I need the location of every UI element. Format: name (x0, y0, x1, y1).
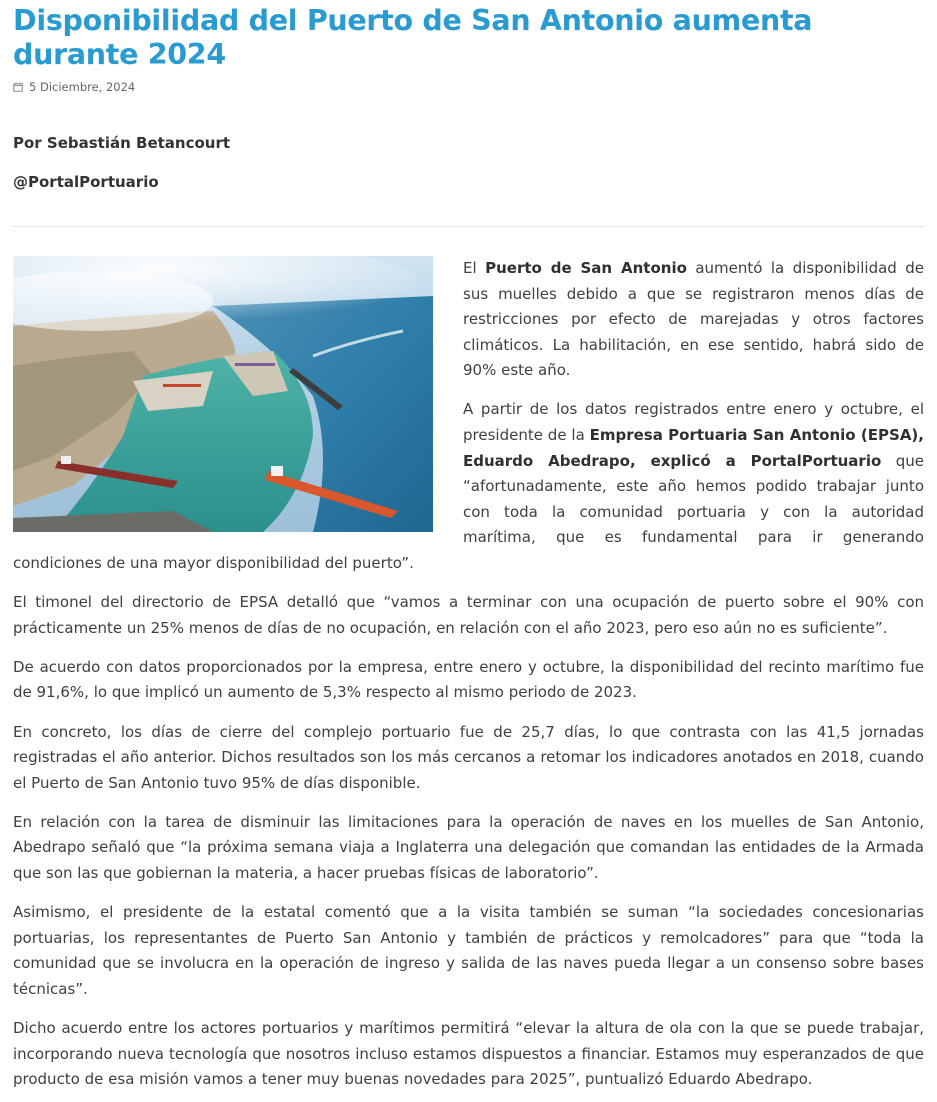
author-handle: @PortalPortuario (13, 173, 159, 191)
calendar-icon (13, 82, 23, 92)
paragraph-7: Asimismo, el presidente de la estatal comentó que a la visita también se suman “la sociedades concesionarias portuarias, los representantes de Puerto San Antonio y también de prácticos y remolcadores” para que “toda la comunidad que se involucra en la operación de ingreso y salida de las naves pueda llegar a un consenso sobre bases técnicas”. (13, 903, 924, 998)
p2-bold: Empresa Portuaria San Antonio (EPSA), Eduardo Abedrapo, explicó a PortalPortuario (463, 426, 924, 470)
p1-text-a: El (463, 259, 486, 277)
p1-text-b: aumentó la disponibilidad de sus muelles debido a que se registraron menos días de restricciones por efecto de marejadas y otros factores climáticos. La habilitación, en ese sentido, habrá sido de 90% este año. (463, 259, 925, 380)
divider (13, 226, 924, 227)
article-title: Disponibilidad del Puerto de San Antonio aumenta durante 2024 (13, 4, 813, 71)
paragraph-6: En relación con la tarea de disminuir las limitaciones para la operación de naves en los muelles de San Antonio, Abedrapo señaló que “la próxima semana viaja a Inglaterra una delegación que comandan las entidades de la Armada que son las que gobiernan la materia, a hacer pruebas físicas de laboratorio”. (13, 812, 924, 882)
paragraph-5: En concreto, los días de cierre del complejo portuario fue de 25,7 días, lo que contrasta con las 41,5 jornadas registradas el año anterior. Dichos resultados son los más cercanos a retomar los indicadores anotados en 2018, cuando el Puerto de San Antonio tuvo 95% de días disponible. (13, 722, 924, 792)
article-body (13, 256, 924, 1093)
article-date: 5 Diciembre, 2024 (29, 80, 136, 94)
p2-text-a: A partir de los datos registrados entre enero y octubre, el presidente de la (463, 400, 924, 445)
paragraph-8: Dicho acuerdo entre los actores portuarios y marítimos permitirá “elevar la altura de ola con la que se puede trabajar, incorporando nueva tecnología que nosotros incluso estamos dispuestos a financiar. Estamos muy esperanzados de que producto de esa misión vamos a tener muy buenas novedades para 2025”, puntualizó Eduardo Abedrapo. (13, 1018, 924, 1089)
paragraph-4: De acuerdo con datos proporcionados por la empresa, entre enero y octubre, la disponibilidad del recinto marítimo fue de 91,6%, lo que implicó un aumento de 5,3% respecto al mismo periodo de 2023. (13, 657, 924, 702)
article-meta (13, 80, 924, 94)
port-aerial-photo (13, 256, 433, 532)
p1-bold: Puerto de San Antonio (485, 259, 687, 277)
author-byline: Por Sebastián Betancourt (13, 134, 231, 152)
p2-text-b: que “afortunadamente, este año hemos podido trabajar junto con toda la comunidad portuaria y con la autoridad marítima, que es fundamental para ir generando condiciones de una mayor disponibilidad del puerto”. (13, 451, 924, 573)
paragraph-3: El timonel del directorio de EPSA detalló que “vamos a terminar con una ocupación de puerto sobre el 90% con prácticamente un 25% menos de días de no ocupación, en relación con el año 2023, pero eso aún no es suficiente”. (13, 593, 924, 637)
